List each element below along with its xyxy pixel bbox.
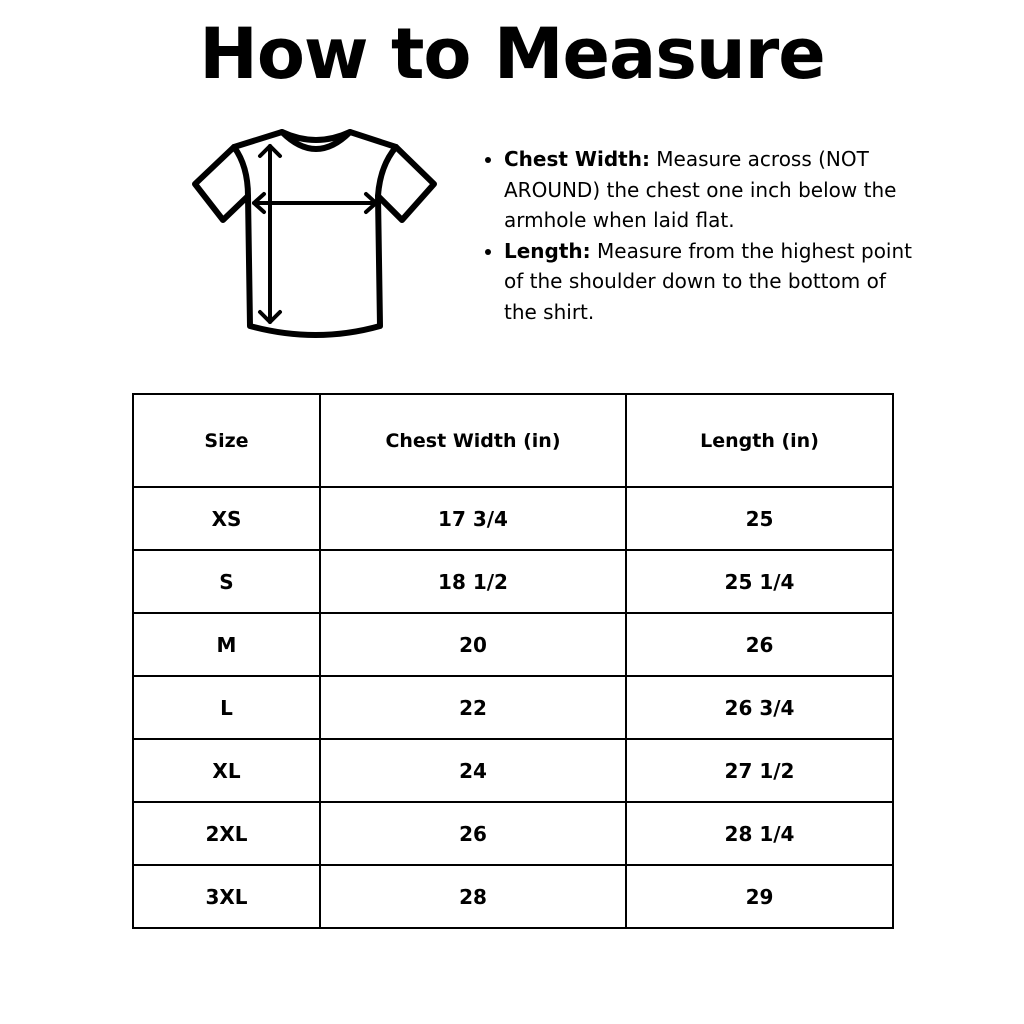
cell-chest-width: 28 (320, 865, 626, 928)
cell-length: 25 1/4 (626, 550, 893, 613)
cell-size: 3XL (133, 865, 320, 928)
instruction-label: Chest Width: (504, 147, 650, 171)
cell-chest-width: 20 (320, 613, 626, 676)
page-title: How to Measure (199, 13, 825, 95)
instruction-text: Measure from the highest point of the shoulder down to the bottom of the shirt. (504, 238, 912, 324)
table-row (133, 739, 893, 802)
tshirt-measure-icon (190, 126, 442, 346)
cell-chest-width: 26 (320, 802, 626, 865)
cell-length: 26 (626, 613, 893, 676)
instruction-chest-width (504, 144, 924, 236)
measure-instructions (482, 144, 924, 327)
cell-size: M (133, 613, 320, 676)
instruction-label: Length: (504, 238, 591, 263)
header-chest-width: Chest Width (in) (320, 394, 626, 487)
cell-size: XL (133, 739, 320, 802)
cell-length: 26 3/4 (626, 676, 893, 739)
header-size: Size (133, 394, 320, 487)
cell-chest-width: 24 (320, 739, 626, 802)
table-row (133, 865, 893, 928)
cell-length: 28 1/4 (626, 802, 893, 865)
table-header-row (133, 394, 893, 487)
table-row (133, 676, 893, 739)
header-length: Length (in) (626, 394, 893, 487)
instruction-length (504, 236, 924, 328)
table-row (133, 613, 893, 676)
cell-length: 27 1/2 (626, 739, 893, 802)
table-row (133, 550, 893, 613)
cell-size: L (133, 676, 320, 739)
table-row (133, 802, 893, 865)
cell-chest-width: 17 3/4 (320, 487, 626, 550)
cell-size: S (133, 550, 320, 613)
cell-size: 2XL (133, 802, 320, 865)
table-row (133, 487, 893, 550)
cell-chest-width: 18 1/2 (320, 550, 626, 613)
instruction-text: Measure across (NOT AROUND) the chest one inch below the armhole when laid flat. (504, 147, 897, 232)
size-chart-table (132, 393, 894, 929)
cell-chest-width: 22 (320, 676, 626, 739)
cell-length: 25 (626, 487, 893, 550)
cell-length: 29 (626, 865, 893, 928)
cell-size: XS (133, 487, 320, 550)
